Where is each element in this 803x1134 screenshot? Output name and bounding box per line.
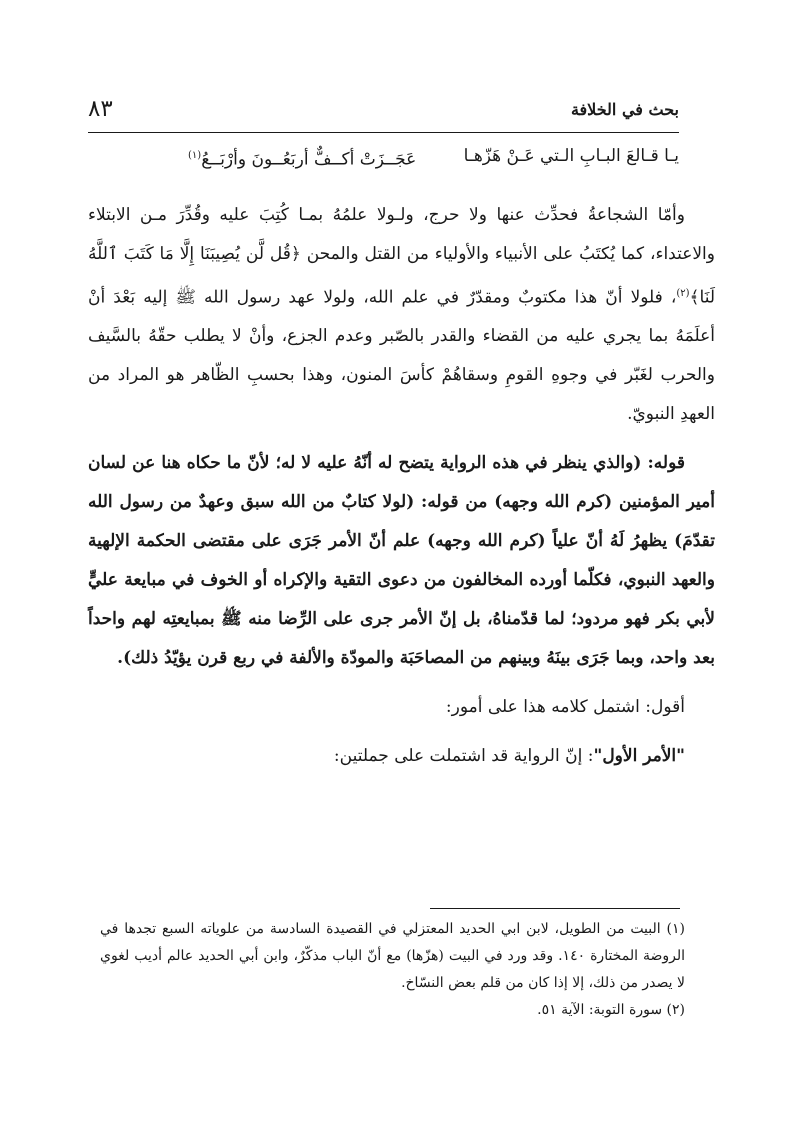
paragraph-courage: وأمّا الشجاعةُ فحدِّث عنها ولا حرج، ولـولا علمُهُ بمـا كُتِبَ عليه وقُدِّرَ مـن الابتلاء والاعتداء، كما يُكتَبُ على الأنبياء والأولياء من القتل والمحن ﴿قُل لَّن يُصِيبَنَا إِلَّا مَا كَتَبَ ٱللَّهُ لَنَا﴾$^{(٢)}$، فلولا أنّ هذا مكتوبٌ ومقدّرٌ في علم الله، ولولا عهد رسول الله ﷺ إليه بَعْدَ أنْ أعلَمَهُ بما يجري عليه من القضاء والقدر بالصّبر وعدم الجزع، وأنْ لا يطلب حقّهُ بالسَّيف والحرب لغَبّر في وجوهِ القومِ وسقاهُمْ كأسَ المنون، وهذا بحسبِ الظّاهر هو المراد من العهدِ النبويّ. <box>88 204 715 425</box>
page-header <box>88 96 679 133</box>
footnote-divider <box>430 908 680 909</box>
footnote-1: (١) البيت من الطويل، لابن ابي الحديد المعتزلي في القصيدة السادسة من علوياته السبع تجدها في الروضة المختارة ١٤٠. وقد ورد في البيت (هزّها) مع أنّ الباب مذكّرٌ، وابن أبي الحديد عالم أديب لغوي لا يصدر من ذلك، إلا إذا كان من قلم بعض النسّاخ. <box>100 921 685 991</box>
body-text <box>88 140 715 786</box>
first-matter-label: "الأمر الأول" <box>593 746 685 767</box>
verse-hemistich-left: عَجَــزَتْ أكــفٌّ أربَعُــونَ وأرْبَــعُ$^{(١)}$ <box>188 149 417 170</box>
footnote-2: (٢) سورة التوبة: الآية ٥١. <box>537 1002 685 1018</box>
quote-paragraph: قوله: (والذي ينظر في هذه الرواية يتضح له أنّهُ عليه لا له؛ لأنّ ما حكاه هنا عن لسان أمير المؤمنين (كرم الله وجهه) من قوله: (لولا كتابٌ من الله سبق وعهدٌ من رسول الله تقدّمَ) يظهرُ لَهُ أنّ علياً (كرم الله وجهه) علم أنّ الأمر جَرَى على مقتضى الحكمة الإلهية والعهد النبوي، فكلّما أورده المخالفون من دعوى التقية والإكراه أو الخوف في مبايعة عليٍّ لأبي بكر فهو مردود؛ لما قدّمناهُ، بل إنّ الأمر جرى على الرِّضا منه ﷺ بمبايعتِه لهم واحداً بعد واحد، وبما جَرَى بينَهُ وبينهم من المصاحَبَة والمودّة والألفة في ربع قرن يؤيّدُ ذلك). <box>88 453 715 669</box>
first-matter: "الأمر الأول": إنّ الرواية قد اشتملت على جملتين: <box>333 746 685 767</box>
verse-hemistich-right: يـا قـالعَ البـابِ الـتي عَـنْ هَزّهـا <box>463 146 679 166</box>
footnote-ref-1: (١) <box>188 150 202 161</box>
poetry-verse <box>88 140 715 176</box>
footnotes <box>100 916 685 1024</box>
reply-intro: أقول: اشتمل كلامه هذا على أمور: <box>445 697 685 718</box>
running-title: بحث في الخلافة <box>570 100 679 119</box>
page-number: ٨٣ <box>88 96 113 122</box>
footnote-ref-2: (٢) <box>676 287 690 299</box>
